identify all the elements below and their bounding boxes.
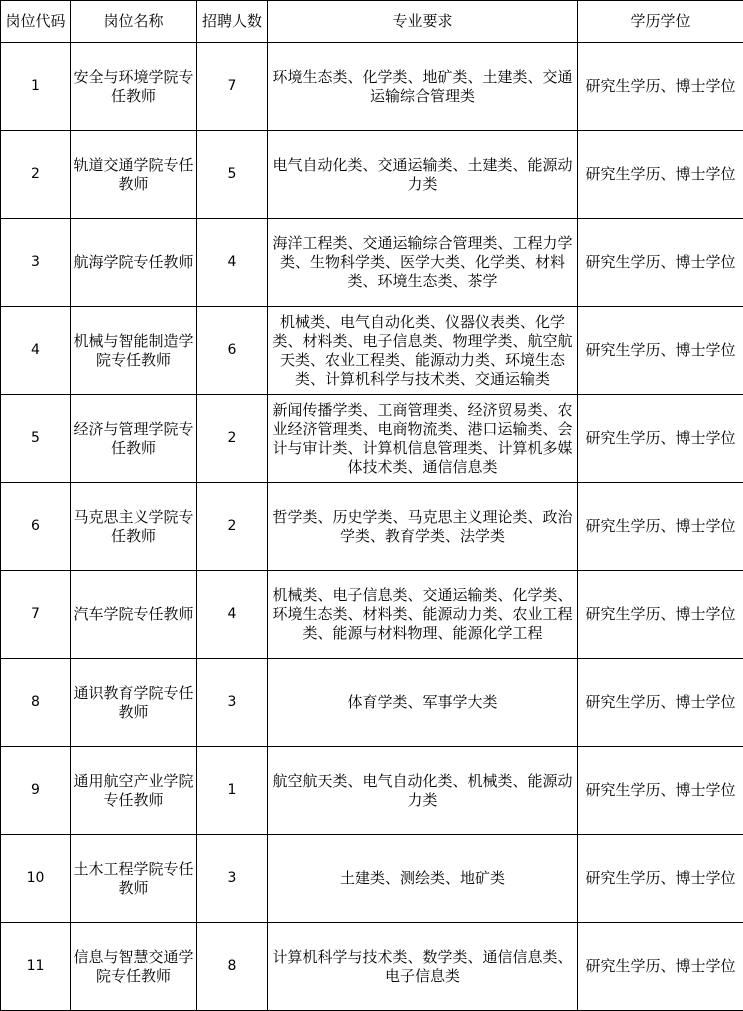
post-name-cell: 轨道交通学院专任教师	[71, 131, 197, 219]
recruit-count-cell: 6	[197, 307, 268, 395]
degree-cell: 研究生学历、博士学位	[578, 571, 743, 659]
post-name-cell: 经济与管理学院专任教师	[71, 395, 197, 483]
recruit-count-cell: 4	[197, 219, 268, 307]
post-code-cell: 4	[1, 307, 71, 395]
table-row	[1, 747, 743, 835]
header-post-code: 岗位代码	[1, 1, 71, 43]
recruit-count-cell: 3	[197, 659, 268, 747]
header-recruit-count: 招聘人数	[197, 1, 268, 43]
major-requirement-cell: 体育学类、军事学大类	[268, 659, 578, 747]
post-code-cell: 8	[1, 659, 71, 747]
header-major-requirement: 专业要求	[268, 1, 578, 43]
table-row	[1, 835, 743, 923]
post-code-cell: 3	[1, 219, 71, 307]
table-header	[1, 1, 743, 43]
recruit-count-cell: 2	[197, 483, 268, 571]
degree-cell: 研究生学历、博士学位	[578, 307, 743, 395]
table-row	[1, 923, 743, 1011]
post-code-cell: 11	[1, 923, 71, 1011]
recruit-count-cell: 1	[197, 747, 268, 835]
post-name-cell: 航海学院专任教师	[71, 219, 197, 307]
recruit-count-cell: 7	[197, 43, 268, 131]
major-requirement-cell: 土建类、测绘类、地矿类	[268, 835, 578, 923]
post-code-cell: 10	[1, 835, 71, 923]
degree-cell: 研究生学历、博士学位	[578, 219, 743, 307]
major-requirement-cell: 机械类、电子信息类、交通运输类、化学类、环境生态类、材料类、能源动力类、农业工程类、能源与材料物理、能源化学工程	[268, 571, 578, 659]
degree-cell: 研究生学历、博士学位	[578, 131, 743, 219]
major-requirement-cell: 计算机科学与技术类、数学类、通信信息类、电子信息类	[268, 923, 578, 1011]
post-code-cell: 9	[1, 747, 71, 835]
post-code-cell: 6	[1, 483, 71, 571]
table-row	[1, 219, 743, 307]
recruit-count-cell: 8	[197, 923, 268, 1011]
header-degree: 学历学位	[578, 1, 743, 43]
table-row	[1, 483, 743, 571]
major-requirement-cell: 航空航天类、电气自动化类、机械类、能源动力类	[268, 747, 578, 835]
degree-cell: 研究生学历、博士学位	[578, 483, 743, 571]
header-post-name: 岗位名称	[71, 1, 197, 43]
major-requirement-cell: 电气自动化类、交通运输类、土建类、能源动力类	[268, 131, 578, 219]
post-name-cell: 汽车学院专任教师	[71, 571, 197, 659]
major-requirement-cell: 机械类、电气自动化类、仪器仪表类、化学类、材料类、电子信息类、物理学类、航空航天类、农业工程类、能源动力类、环境生态类、计算机科学与技术类、交通运输类	[268, 307, 578, 395]
degree-cell: 研究生学历、博士学位	[578, 395, 743, 483]
table-body	[1, 43, 743, 1011]
major-requirement-cell: 环境生态类、化学类、地矿类、土建类、交通运输综合管理类	[268, 43, 578, 131]
major-requirement-cell: 海洋工程类、交通运输综合管理类、工程力学类、生物科学类、医学大类、化学类、材料类、环境生态类、茶学	[268, 219, 578, 307]
header-row	[1, 1, 743, 43]
table-row	[1, 307, 743, 395]
post-name-cell: 通识教育学院专任教师	[71, 659, 197, 747]
degree-cell: 研究生学历、博士学位	[578, 923, 743, 1011]
table-row	[1, 571, 743, 659]
degree-cell: 研究生学历、博士学位	[578, 835, 743, 923]
table-row	[1, 131, 743, 219]
table-row	[1, 395, 743, 483]
degree-cell: 研究生学历、博士学位	[578, 43, 743, 131]
post-name-cell: 信息与智慧交通学院专任教师	[71, 923, 197, 1011]
post-code-cell: 5	[1, 395, 71, 483]
post-name-cell: 机械与智能制造学院专任教师	[71, 307, 197, 395]
post-code-cell: 2	[1, 131, 71, 219]
table-row	[1, 659, 743, 747]
post-code-cell: 7	[1, 571, 71, 659]
recruit-count-cell: 4	[197, 571, 268, 659]
major-requirement-cell: 新闻传播学类、工商管理类、经济贸易类、农业经济管理类、电商物流类、港口运输类、会计与审计类、计算机信息管理类、计算机多媒体技术类、通信信息类	[268, 395, 578, 483]
major-requirement-cell: 哲学类、历史学类、马克思主义理论类、政治学类、教育学类、法学类	[268, 483, 578, 571]
recruit-count-cell: 3	[197, 835, 268, 923]
recruit-count-cell: 5	[197, 131, 268, 219]
post-name-cell: 土木工程学院专任教师	[71, 835, 197, 923]
post-code-cell: 1	[1, 43, 71, 131]
recruit-count-cell: 2	[197, 395, 268, 483]
degree-cell: 研究生学历、博士学位	[578, 659, 743, 747]
post-name-cell: 通用航空产业学院专任教师	[71, 747, 197, 835]
post-name-cell: 马克思主义学院专任教师	[71, 483, 197, 571]
table-row	[1, 43, 743, 131]
post-name-cell: 安全与环境学院专任教师	[71, 43, 197, 131]
degree-cell: 研究生学历、博士学位	[578, 747, 743, 835]
